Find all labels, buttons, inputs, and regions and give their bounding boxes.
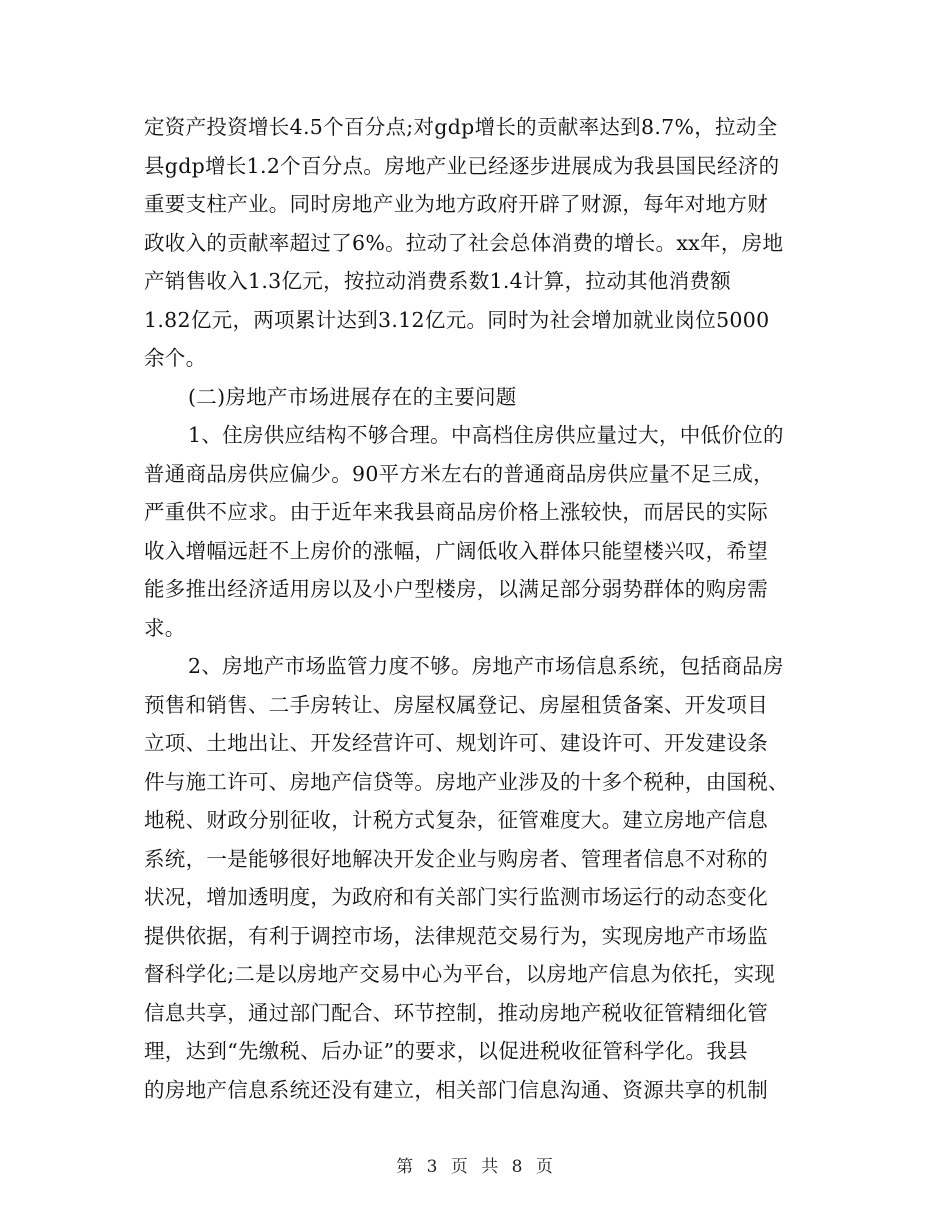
text-line: 余个。 [144,346,207,370]
paragraph-start: 2、房地产市场监管力度不够。房地产市场信息系统，包括商品房 [188,654,784,678]
text-line: 理，达到“先缴税、后办证”的要求，以促进税收征管科学化。我县 [144,1039,748,1063]
text-line: 预售和销售、二手房转让、房屋权属登记、房屋租赁备案、开发项目 [144,692,768,717]
text-line: 1.82亿元，两项累计达到3.12亿元。同时为社会增加就业岗位5000 [144,307,770,332]
text-line: 状况，增加透明度，为政府和有关部门实行监测市场运行的动态变化 [144,885,768,909]
text-line: 县gdp增长1.2个百分点。房地产业已经逐步进展成为我县国民经济的 [144,153,780,178]
text-line: 收入增幅远赶不上房价的涨幅，广阔低收入群体只能望楼兴叹，希望 [144,538,768,563]
page-number-footer: 第 3 页 共 8 页 [396,1157,554,1177]
text-line: 提供依据，有利于调控市场，法律规范交易行为，实现房地产市场监 [144,923,768,948]
text-line: 政收入的贡献率超过了6%。拉动了社会总体消费的增长。xx年，房地 [144,230,784,255]
text-line: 求。 [144,615,186,640]
text-line: 定资产投资增长4.5个百分点;对gdp增长的贡献率达到8.7%，拉动全 [144,115,778,139]
text-line: 地税、财政分别征收，计税方式复杂，征管难度大。建立房地产信息 [144,808,768,832]
text-line: 系统，一是能够很好地解决开发企业与购房者、管理者信息不对称的 [144,846,768,871]
text-line: 严重供不应求。由于近年来我县商品房价格上涨较快，而居民的实际 [144,500,768,524]
text-line: 件与施工许可、房地产信贷等。房地产业涉及的十多个税种，由国税、 [144,769,789,794]
text-line: 的房地产信息系统还没有建立，相关部门信息沟通、资源共享的机制 [144,1077,768,1102]
text-line: 督科学化;二是以房地产交易中心为平台，以房地产信息为依托，实现 [144,962,776,986]
paragraph-start: 1、住房供应结构不够合理。中高档住房供应量过大，中低价位的 [188,423,784,447]
text-line: 普通商品房供应偏少。90平方米左右的普通商品房供应量不足三成， [144,461,774,486]
document-body [144,108,824,1109]
section-heading: (二)房地产市场进展存在的主要问题 [188,384,517,409]
text-line: 信息共享，通过部门配合、环节控制，推动房地产税收征管精细化管 [144,1000,768,1025]
text-line: 能多推出经济适用房以及小户型楼房，以满足部分弱势群体的购房需 [144,577,768,601]
text-line: 重要支柱产业。同时房地产业为地方政府开辟了财源，每年对地方财 [144,192,768,216]
text-line: 立项、土地出让、开发经营许可、规划许可、建设许可、开发建设条 [144,731,768,755]
text-line: 产销售收入1.3亿元，按拉动消费系数1.4计算，拉动其他消费额 [144,269,732,293]
